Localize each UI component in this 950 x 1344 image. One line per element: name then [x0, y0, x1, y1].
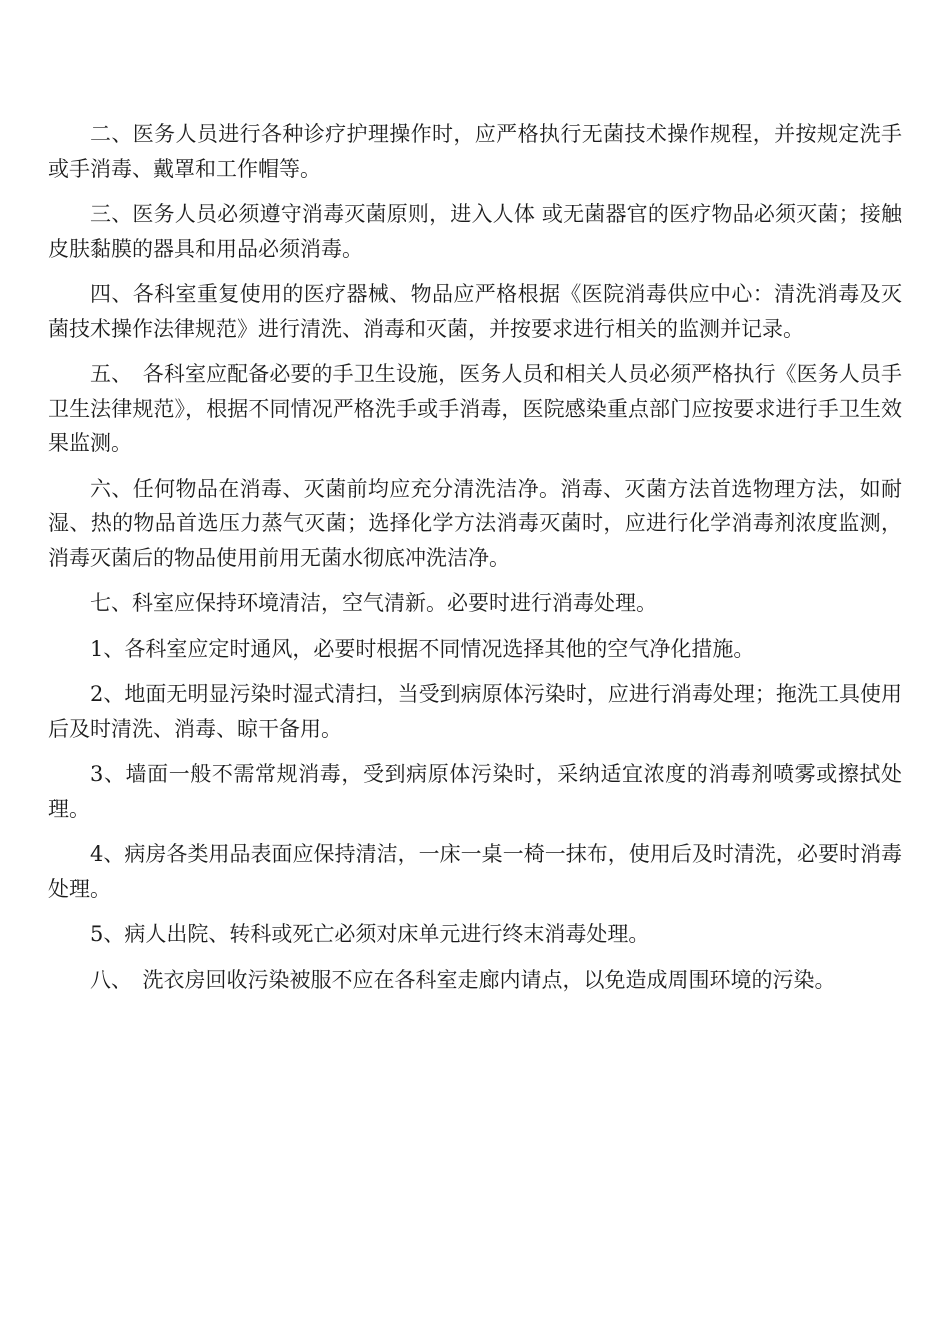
paragraph-3: 三、医务人员必须遵守消毒灭菌原则，进入人体 或无菌器官的医疗物品必须灭菌；接触皮肤黏膜的器具和用品必须消毒。	[48, 202, 902, 261]
paragraph-5: 五、 各科室应配备必要的手卫生设施，医务人员和相关人员必须严格执行《医务人员手卫生法律规范》，根据不同情况严格洗手或手消毒，医院感染重点部门应按要求进行手卫生效果监测。	[48, 362, 902, 455]
paragraph-7-3: 3、墙面一般不需常规消毒，受到病原体污染时，采纳适宜浓度的消毒剂喷雾或擦拭处理。	[48, 762, 902, 821]
paragraph-7-1: 1、各科室应定时通风，必要时根据不同情况选择其他的空气净化措施。	[90, 636, 755, 661]
paragraph-7-4: 4、病房各类用品表面应保持清洁，一床一桌一椅一抹布，使用后及时清洗，必要时消毒处理。	[48, 842, 902, 901]
paragraph-7-5: 5、病人出院、转科或死亡必须对床单元进行终末消毒处理。	[90, 922, 650, 946]
paragraph-7-2: 2、地面无明显污染时湿式清扫，当受到病原体污染时，应进行消毒处理；拖洗工具使用后及时清洗、消毒、晾干备用。	[48, 682, 902, 741]
paragraph-6: 六、任何物品在消毒、灭菌前均应充分清洗洁净。消毒、灭菌方法首选物理方法，如耐湿、热的物品首选压力蒸气灭菌；选择化学方法消毒灭菌时，应进行化学消毒剂浓度监测，消毒灭菌后的物品使用前用无菌水彻底冲洗洁净。	[48, 476, 902, 570]
paragraph-4: 四、各科室重复使用的医疗器械、物品应严格根据《医院消毒供应中心：清洗消毒及灭菌技术操作法律规范》进行清洗、消毒和灭菌，并按要求进行相关的监测并记录。	[48, 282, 902, 341]
paragraph-8: 八、 洗衣房回收污染被服不应在各科室走廊内请点，以免造成周围环境的污染。	[90, 967, 836, 992]
document-body	[48, 117, 902, 1008]
paragraph-2: 二、医务人员进行各种诊疗护理操作时，应严格执行无菌技术操作规程，并按规定洗手或手消毒、戴罩和工作帽等。	[48, 122, 902, 181]
paragraph-7: 七、科室应保持环境清洁，空气清新。必要时进行消毒处理。	[90, 591, 657, 615]
